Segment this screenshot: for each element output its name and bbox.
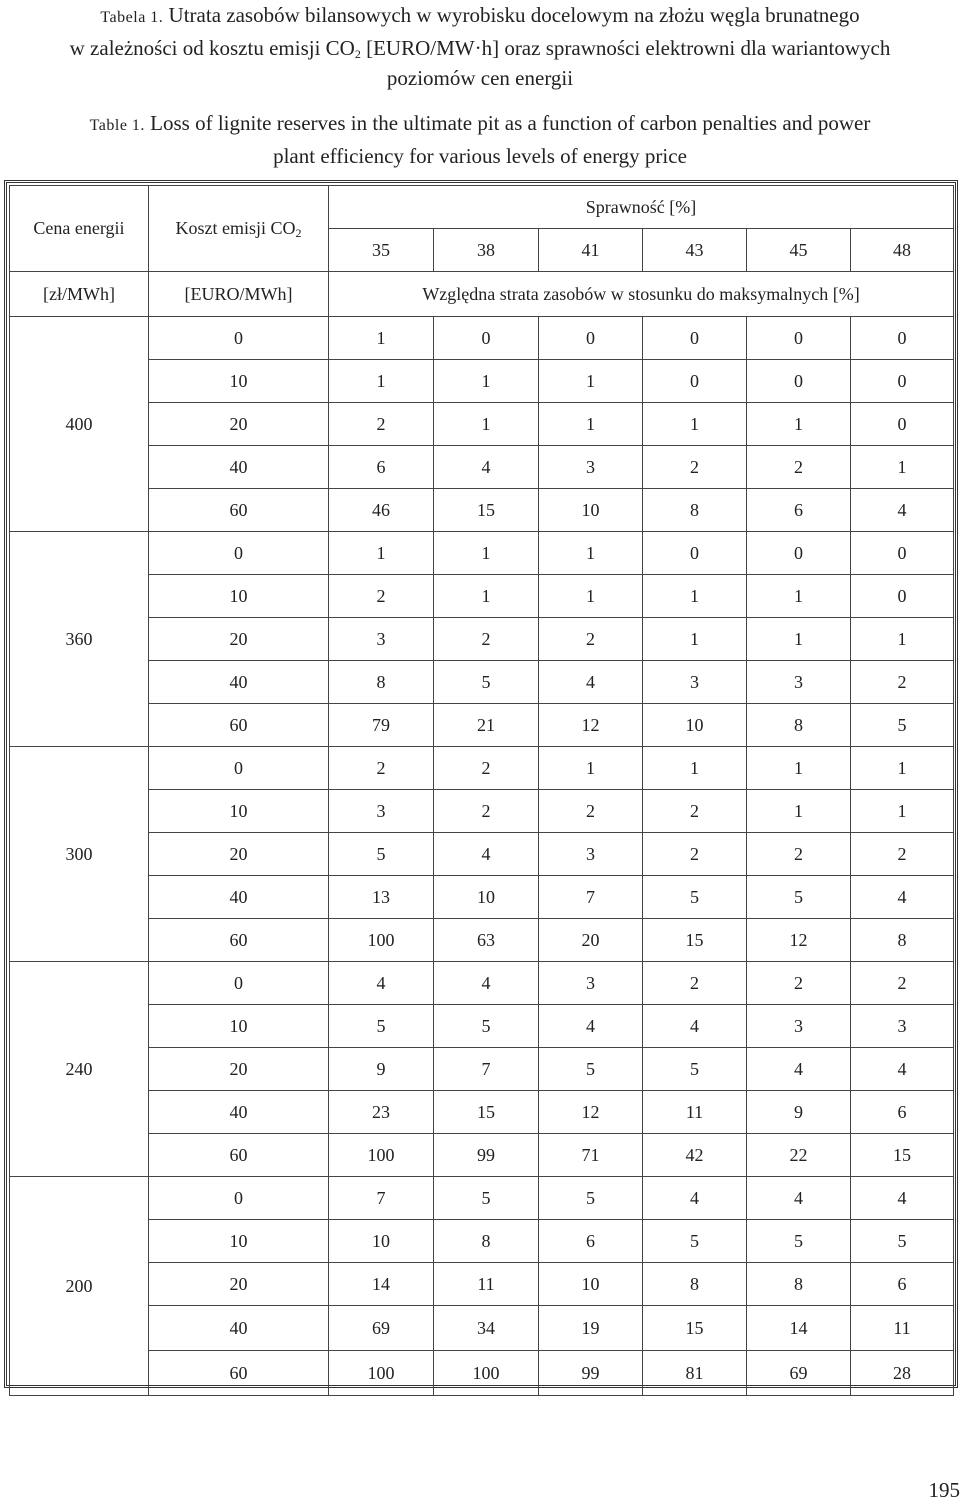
cost-cell: 60 (149, 704, 329, 747)
loss-cell: 6 (747, 489, 851, 532)
loss-cell: 1 (434, 360, 539, 403)
loss-cell: 4 (747, 1177, 851, 1220)
loss-cell: 3 (643, 661, 747, 704)
cost-cell: 0 (149, 532, 329, 575)
table-row (10, 919, 954, 962)
loss-cell: 11 (851, 1306, 954, 1351)
loss-cell: 2 (643, 446, 747, 489)
cost-cell: 40 (149, 1091, 329, 1134)
loss-cell: 12 (747, 919, 851, 962)
loss-cell: 1 (434, 575, 539, 618)
loss-cell: 1 (643, 747, 747, 790)
loss-cell: 4 (434, 446, 539, 489)
loss-cell: 1 (539, 747, 643, 790)
table-row (10, 1263, 954, 1306)
loss-cell: 2 (329, 747, 434, 790)
loss-cell: 4 (643, 1005, 747, 1048)
loss-cell: 4 (539, 1005, 643, 1048)
table-row (10, 489, 954, 532)
loss-cell: 2 (643, 790, 747, 833)
table-row (10, 360, 954, 403)
loss-cell: 3 (539, 446, 643, 489)
loss-cell: 3 (329, 618, 434, 661)
page-number: 195 (928, 1478, 960, 1502)
cost-cell: 10 (149, 360, 329, 403)
loss-cell: 7 (539, 876, 643, 919)
loss-cell: 5 (747, 1220, 851, 1263)
loss-cell: 0 (851, 532, 954, 575)
table-row (10, 1220, 954, 1263)
cost-cell: 60 (149, 1351, 329, 1396)
loss-cell: 69 (329, 1306, 434, 1351)
header-price: Cena energii (10, 186, 149, 272)
loss-cell: 1 (747, 403, 851, 446)
loss-cell: 0 (747, 360, 851, 403)
loss-cell: 6 (329, 446, 434, 489)
cost-cell: 10 (149, 790, 329, 833)
loss-cell: 3 (747, 661, 851, 704)
table-row (10, 1134, 954, 1177)
loss-cell: 5 (747, 876, 851, 919)
efficiency-header-cell: 41 (539, 229, 643, 272)
loss-cell: 5 (643, 1048, 747, 1091)
header-loss: Względna strata zasobów w stosunku do maksymalnych [%] (329, 272, 954, 317)
loss-cell: 0 (851, 317, 954, 360)
loss-cell: 0 (539, 317, 643, 360)
cost-cell: 60 (149, 919, 329, 962)
caption-pl-line1: Utrata zasobów bilansowych w wyrobisku docelowym na złożu węgla brunatnego (168, 3, 860, 27)
loss-cell: 1 (539, 575, 643, 618)
loss-cell: 4 (434, 962, 539, 1005)
efficiency-header-cell: 38 (434, 229, 539, 272)
loss-cell: 8 (747, 1263, 851, 1306)
loss-cell: 1 (329, 317, 434, 360)
loss-cell: 10 (539, 489, 643, 532)
loss-cell: 1 (329, 360, 434, 403)
caption-en-label: Table 1. (89, 117, 145, 134)
loss-cell: 1 (643, 403, 747, 446)
price-cell: 400 (10, 317, 149, 532)
loss-cell: 2 (539, 618, 643, 661)
loss-cell: 4 (434, 833, 539, 876)
table-row (10, 575, 954, 618)
caption-pl-line2-post: [EURO/MW·h] oraz sprawności elektrowni dla wariantowych (360, 36, 891, 60)
loss-cell: 1 (539, 360, 643, 403)
loss-cell: 0 (851, 360, 954, 403)
loss-cell: 2 (851, 661, 954, 704)
cost-cell: 20 (149, 833, 329, 876)
loss-cell: 20 (539, 919, 643, 962)
loss-cell: 100 (434, 1351, 539, 1396)
loss-cell: 3 (851, 1005, 954, 1048)
loss-cell: 5 (329, 1005, 434, 1048)
loss-cell: 4 (851, 1177, 954, 1220)
loss-cell: 34 (434, 1306, 539, 1351)
price-cell: 240 (10, 962, 149, 1177)
table-row (10, 876, 954, 919)
loss-cell: 79 (329, 704, 434, 747)
table-row (10, 618, 954, 661)
loss-cell: 4 (851, 1048, 954, 1091)
table-row (10, 661, 954, 704)
loss-cell: 69 (747, 1351, 851, 1396)
loss-cell: 2 (851, 962, 954, 1005)
table-row (10, 1048, 954, 1091)
loss-cell: 8 (851, 919, 954, 962)
loss-cell: 15 (434, 489, 539, 532)
price-cell: 200 (10, 1177, 149, 1396)
loss-cell: 15 (643, 919, 747, 962)
loss-cell: 5 (434, 1005, 539, 1048)
loss-cell: 8 (434, 1220, 539, 1263)
loss-cell: 4 (851, 489, 954, 532)
cost-cell: 60 (149, 1134, 329, 1177)
loss-cell: 7 (434, 1048, 539, 1091)
loss-cell: 5 (851, 1220, 954, 1263)
cost-cell: 0 (149, 1177, 329, 1220)
header-price-unit: [zł/MWh] (10, 272, 149, 317)
cost-cell: 40 (149, 876, 329, 919)
loss-cell: 5 (434, 661, 539, 704)
cost-cell: 20 (149, 1263, 329, 1306)
loss-cell: 2 (747, 833, 851, 876)
caption-pl-line3: poziomów cen energii (386, 66, 574, 90)
loss-cell: 13 (329, 876, 434, 919)
loss-cell: 2 (434, 618, 539, 661)
loss-cell: 1 (539, 532, 643, 575)
loss-cell: 11 (434, 1263, 539, 1306)
table-row (10, 962, 954, 1005)
loss-cell: 4 (747, 1048, 851, 1091)
efficiency-header-cell: 45 (747, 229, 851, 272)
loss-cell: 1 (747, 747, 851, 790)
loss-cell: 2 (747, 446, 851, 489)
loss-cell: 15 (851, 1134, 954, 1177)
caption-pl-label: Tabela 1. (100, 9, 164, 26)
loss-cell: 100 (329, 1351, 434, 1396)
cost-cell: 0 (149, 747, 329, 790)
loss-cell: 8 (643, 1263, 747, 1306)
table-row (10, 1177, 954, 1220)
cost-cell: 0 (149, 962, 329, 1005)
loss-cell: 7 (329, 1177, 434, 1220)
table-row (10, 532, 954, 575)
loss-cell: 6 (539, 1220, 643, 1263)
loss-cell: 5 (851, 704, 954, 747)
loss-cell: 3 (329, 790, 434, 833)
loss-cell: 99 (539, 1351, 643, 1396)
loss-cell: 3 (539, 962, 643, 1005)
cost-cell: 0 (149, 317, 329, 360)
loss-cell: 63 (434, 919, 539, 962)
loss-cell: 28 (851, 1351, 954, 1396)
caption-en-line2: plant efficiency for various levels of energy price (273, 144, 687, 168)
cost-cell: 20 (149, 618, 329, 661)
loss-cell: 2 (643, 962, 747, 1005)
price-cell: 360 (10, 532, 149, 747)
table-row (10, 790, 954, 833)
loss-cell: 0 (747, 317, 851, 360)
loss-cell: 1 (747, 575, 851, 618)
cost-cell: 10 (149, 1005, 329, 1048)
table-row (10, 1351, 954, 1396)
cost-cell: 60 (149, 489, 329, 532)
table-row (10, 403, 954, 446)
header-cost (149, 186, 329, 272)
table-row (10, 704, 954, 747)
loss-cell: 9 (747, 1091, 851, 1134)
loss-cell: 8 (643, 489, 747, 532)
loss-cell: 0 (851, 575, 954, 618)
loss-cell: 4 (643, 1177, 747, 1220)
loss-cell: 23 (329, 1091, 434, 1134)
table-row (10, 1306, 954, 1351)
loss-cell: 21 (434, 704, 539, 747)
loss-cell: 1 (851, 618, 954, 661)
caption-en-line1: Loss of lignite reserves in the ultimate pit as a function of carbon penalties and power (150, 111, 871, 135)
caption-polish (0, 0, 960, 93)
loss-cell: 0 (643, 532, 747, 575)
loss-cell: 0 (851, 403, 954, 446)
loss-cell: 3 (539, 833, 643, 876)
loss-cell: 0 (434, 317, 539, 360)
loss-cell: 1 (851, 790, 954, 833)
table-row (10, 1091, 954, 1134)
loss-cell: 8 (329, 661, 434, 704)
loss-cell: 6 (851, 1263, 954, 1306)
caption-pl-line2-sub: 2 (354, 47, 361, 61)
price-cell: 300 (10, 747, 149, 962)
loss-cell: 1 (434, 403, 539, 446)
cost-cell: 40 (149, 1306, 329, 1351)
loss-cell: 0 (643, 317, 747, 360)
table-row (10, 833, 954, 876)
efficiency-header-cell: 43 (643, 229, 747, 272)
data-table (9, 185, 954, 1396)
loss-cell: 9 (329, 1048, 434, 1091)
loss-cell: 5 (539, 1048, 643, 1091)
efficiency-header-cell: 35 (329, 229, 434, 272)
loss-cell: 14 (747, 1306, 851, 1351)
loss-cell: 5 (643, 1220, 747, 1263)
loss-cell: 0 (643, 360, 747, 403)
loss-cell: 11 (643, 1091, 747, 1134)
loss-cell: 1 (643, 575, 747, 618)
loss-cell: 5 (329, 833, 434, 876)
loss-cell: 1 (539, 403, 643, 446)
loss-cell: 5 (643, 876, 747, 919)
cost-cell: 10 (149, 1220, 329, 1263)
loss-cell: 4 (851, 876, 954, 919)
loss-cell: 2 (329, 403, 434, 446)
loss-cell: 5 (539, 1177, 643, 1220)
loss-cell: 100 (329, 919, 434, 962)
loss-cell: 12 (539, 704, 643, 747)
loss-cell: 46 (329, 489, 434, 532)
efficiency-header-cell: 48 (851, 229, 954, 272)
loss-cell: 10 (434, 876, 539, 919)
loss-cell: 42 (643, 1134, 747, 1177)
cost-cell: 20 (149, 403, 329, 446)
loss-cell: 100 (329, 1134, 434, 1177)
loss-cell: 15 (643, 1306, 747, 1351)
loss-cell: 4 (539, 661, 643, 704)
loss-cell: 10 (539, 1263, 643, 1306)
cost-cell: 40 (149, 446, 329, 489)
table-row (10, 747, 954, 790)
header-efficiency: Sprawność [%] (329, 186, 954, 229)
header-cost-unit: [EURO/MWh] (149, 272, 329, 317)
loss-cell: 2 (851, 833, 954, 876)
loss-cell: 1 (747, 790, 851, 833)
loss-cell: 2 (434, 747, 539, 790)
loss-cell: 1 (851, 446, 954, 489)
loss-cell: 1 (643, 618, 747, 661)
header-cost-sub: 2 (295, 226, 302, 240)
loss-cell: 99 (434, 1134, 539, 1177)
loss-cell: 19 (539, 1306, 643, 1351)
loss-cell: 10 (329, 1220, 434, 1263)
loss-cell: 12 (539, 1091, 643, 1134)
loss-cell: 10 (643, 704, 747, 747)
loss-cell: 14 (329, 1263, 434, 1306)
loss-cell: 2 (747, 962, 851, 1005)
header-cost-text: Koszt emisji CO (175, 218, 296, 238)
loss-cell: 8 (747, 704, 851, 747)
loss-cell: 2 (329, 575, 434, 618)
loss-cell: 5 (434, 1177, 539, 1220)
loss-cell: 4 (329, 962, 434, 1005)
cost-cell: 40 (149, 661, 329, 704)
loss-cell: 2 (539, 790, 643, 833)
cost-cell: 10 (149, 575, 329, 618)
loss-cell: 71 (539, 1134, 643, 1177)
table-row (10, 317, 954, 360)
cost-cell: 20 (149, 1048, 329, 1091)
loss-cell: 1 (851, 747, 954, 790)
loss-cell: 1 (434, 532, 539, 575)
table-row (10, 1005, 954, 1048)
loss-cell: 6 (851, 1091, 954, 1134)
table-row (10, 446, 954, 489)
loss-cell: 2 (643, 833, 747, 876)
loss-cell: 3 (747, 1005, 851, 1048)
loss-cell: 1 (329, 532, 434, 575)
loss-cell: 81 (643, 1351, 747, 1396)
loss-cell: 2 (434, 790, 539, 833)
loss-cell: 1 (747, 618, 851, 661)
caption-english (0, 108, 960, 171)
loss-cell: 22 (747, 1134, 851, 1177)
caption-pl-line2-pre: w zależności od kosztu emisji CO (69, 36, 355, 60)
loss-cell: 15 (434, 1091, 539, 1134)
loss-cell: 0 (747, 532, 851, 575)
